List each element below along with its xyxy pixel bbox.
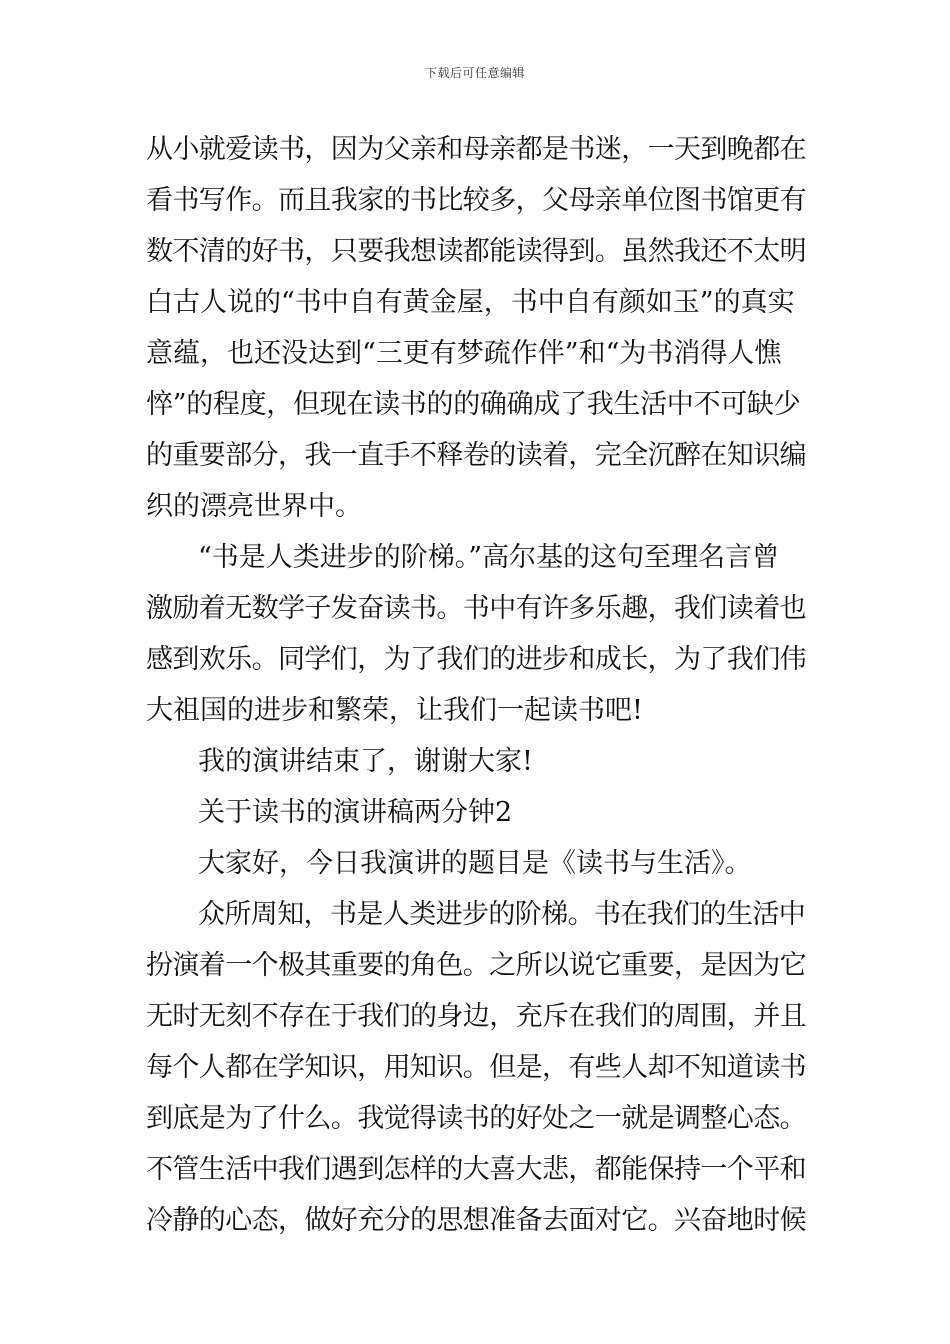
text-line: 白古人说的“书中自有黄金屋，书中自有颜如玉”的真实 [146, 287, 795, 318]
text-line: 看书写作。而且我家的书比较多，父母亲单位图书馆更有 [146, 185, 806, 216]
text-line: 冷静的心态，做好充分的思想准备去面对它。兴奋地时候 [146, 1205, 806, 1236]
text-line: 从小就爱读书，因为父亲和母亲都是书迷，一天到晚都在 [146, 134, 806, 165]
text-line: 每个人都在学知识，用知识。但是，有些人却不知道读书 [146, 1052, 806, 1083]
text-line: 大祖国的进步和繁荣，让我们一起读书吧! [146, 695, 643, 726]
text-line: 数不清的好书，只要我想读都能读得到。虽然我还不太明 [146, 236, 806, 267]
text-line: 的重要部分，我一直手不释卷的读着，完全沉醉在知识编 [146, 440, 806, 471]
document-body [146, 124, 806, 1246]
text-line: 织的漂亮世界中。 [146, 491, 362, 522]
text-line: 不管生活中我们遇到怎样的大喜大悲，都能保持一个平和 [146, 1154, 806, 1185]
text-line: 关于读书的演讲稿两分钟2 [198, 797, 513, 828]
page-header: 下载后可任意编辑 [424, 66, 525, 80]
text-line: 众所周知，书是人类进步的阶梯。书在我们的生活中 [198, 899, 806, 930]
text-line: 我的演讲结束了，谢谢大家! [198, 746, 533, 777]
text-line: 激励着无数学子发奋读书。书中有许多乐趣，我们读着也 [146, 593, 806, 624]
text-line: 大家好，今日我演讲的题目是《读书与生活》。 [198, 848, 752, 879]
text-line: 悴”的程度，但现在读书的的确确成了我生活中不可缺少 [146, 389, 801, 420]
text-line: “书是人类进步的阶梯。”高尔基的这句至理名言曾 [198, 542, 780, 573]
text-line: 感到欢乐。同学们，为了我们的进步和成长，为了我们伟 [146, 644, 806, 675]
text-line: 扮演着一个极其重要的角色。之所以说它重要，是因为它 [146, 950, 806, 981]
text-line: 到底是为了什么。我觉得读书的好处之一就是调整心态。 [146, 1103, 806, 1134]
text-line: 意蕴，也还没达到“三更有梦疏作伴”和“为书消得人憔 [146, 338, 782, 369]
text-line: 无时无刻不存在于我们的身边，充斥在我们的周围，并且 [146, 1001, 806, 1032]
